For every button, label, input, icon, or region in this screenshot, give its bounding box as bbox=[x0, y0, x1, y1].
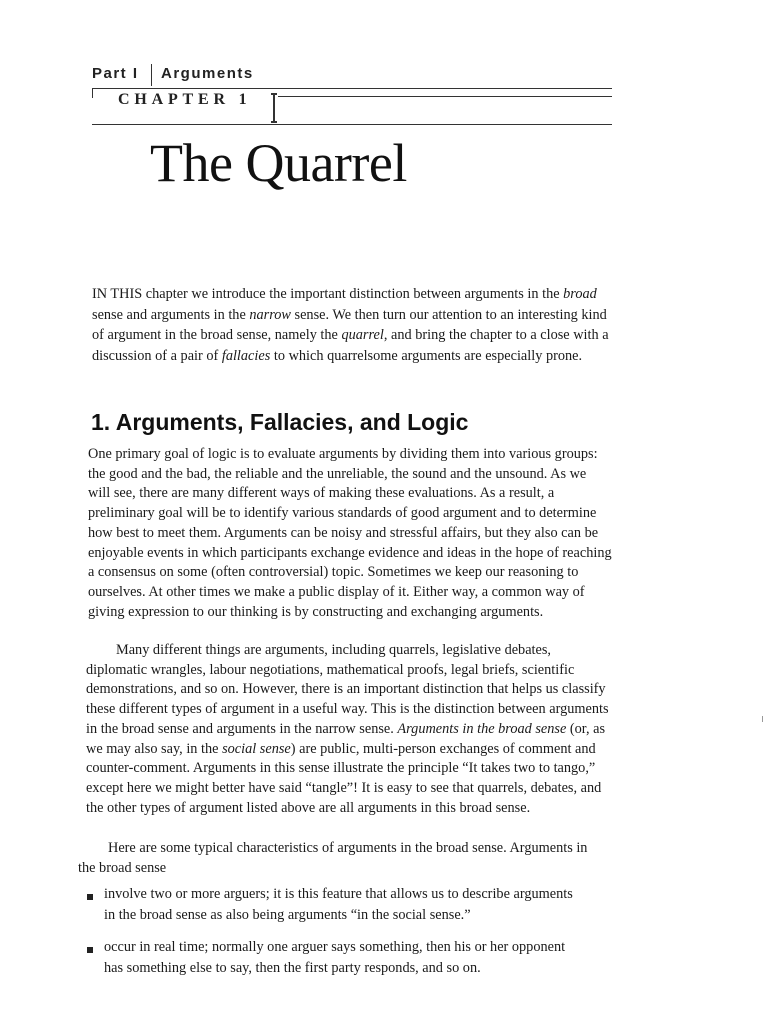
paragraph-emphasis: social sense bbox=[222, 740, 291, 757]
margin-mark bbox=[762, 716, 763, 722]
list-item bbox=[78, 937, 578, 978]
intro-text: sense. We then turn our attention to an interesting kind of argument in the broad sense, namely the bbox=[92, 306, 607, 343]
intro-emphasis: quarrel bbox=[341, 327, 384, 343]
header-rule-bottom bbox=[92, 124, 612, 125]
list-item-text: occur in real time; normally one arguer says something, then his or her opponent has something else to say, then the first party responds, and so on. bbox=[104, 939, 566, 976]
chapter-intro bbox=[92, 284, 612, 366]
paragraph-text: Many different things are arguments, including quarrels, legislative debates, diplomatic wrangles, labour negotiations, mathematical proofs, legal briefs, scientific demonstrations, and so on. However, there is an important distinction that helps us classify these different types of argument in a useful way. This is the distinction between arguments in the broad sense and arguments in the narrow sense. bbox=[86, 642, 609, 737]
square-bullet-icon bbox=[87, 947, 93, 953]
paragraph-text: ) are public, multi-person exchanges of comment and counter-comment. Arguments in this sense illustrate the principle “It takes two to tango,” except here we might better have said “tangle”! It is easy to see that quarrels, debates, and the other types of argument listed above are all arguments in this broad sense. bbox=[86, 740, 602, 816]
body-paragraph-3: Here are some typical characteristics of arguments in the broad sense. Arguments in the broad sense bbox=[78, 840, 588, 876]
square-bullet-icon bbox=[87, 894, 93, 900]
list-item bbox=[78, 884, 578, 925]
intro-text: to which quarrelsome arguments are especially prone. bbox=[270, 347, 583, 364]
body-paragraph-1: One primary goal of logic is to evaluate arguments by dividing them into various groups: the good and the bad, the reliable and the unreliable, the sound and the unsound. As we will see, there are many different ways of making these evaluations. As a result, a preliminary goal will be to identify various standards of good argument and to determine how best to meet them. Arguments can be noisy and stressful affairs, but they also can be enjoyable events in which participants exchange evidence and ideas in the hope of reaching a consensus on some (often controversial) topic. Sometimes we keep our reasoning to ourselves. At other times we make a public display of it. Either way, a common way of giving expression to our thinking is by constructing and exchanging arguments. bbox=[88, 446, 612, 620]
header-rule-left-tick bbox=[92, 88, 93, 98]
intro-emphasis: fallacies bbox=[221, 347, 271, 364]
intro-text: IN THIS chapter we introduce the important distinction between arguments in the bbox=[92, 286, 564, 302]
header-rule-foot bbox=[271, 121, 277, 123]
part-title: Arguments bbox=[161, 64, 254, 82]
paragraph-text: (or, as we may also say, in the bbox=[86, 720, 606, 757]
intro-emphasis: broad bbox=[563, 286, 597, 302]
characteristics-list bbox=[78, 884, 578, 990]
section-heading: 1. Arguments, Fallacies, and Logic bbox=[91, 409, 469, 435]
list-item-text: involve two or more arguers; it is this feature that allows us to describe arguments in the broad sense as also being arguments “in the social sense.” bbox=[104, 886, 573, 923]
chapter-title: The Quarrel bbox=[150, 133, 407, 193]
paragraph-emphasis: Arguments in the broad sense bbox=[397, 720, 567, 737]
intro-text: sense and arguments in the bbox=[92, 306, 250, 323]
header-separator bbox=[151, 64, 153, 86]
body-paragraph-2 bbox=[86, 641, 614, 818]
intro-text: , and bring the chapter to a close with a discussion of a pair of bbox=[92, 327, 609, 364]
part-label: Part I bbox=[92, 64, 139, 82]
header-rule-middle bbox=[278, 96, 612, 97]
intro-emphasis: narrow bbox=[249, 306, 291, 323]
chapter-label: CHAPTER 1 bbox=[118, 91, 252, 108]
header-rule-top bbox=[92, 88, 612, 89]
header-rule-vertical bbox=[273, 93, 275, 123]
running-header bbox=[92, 62, 254, 84]
